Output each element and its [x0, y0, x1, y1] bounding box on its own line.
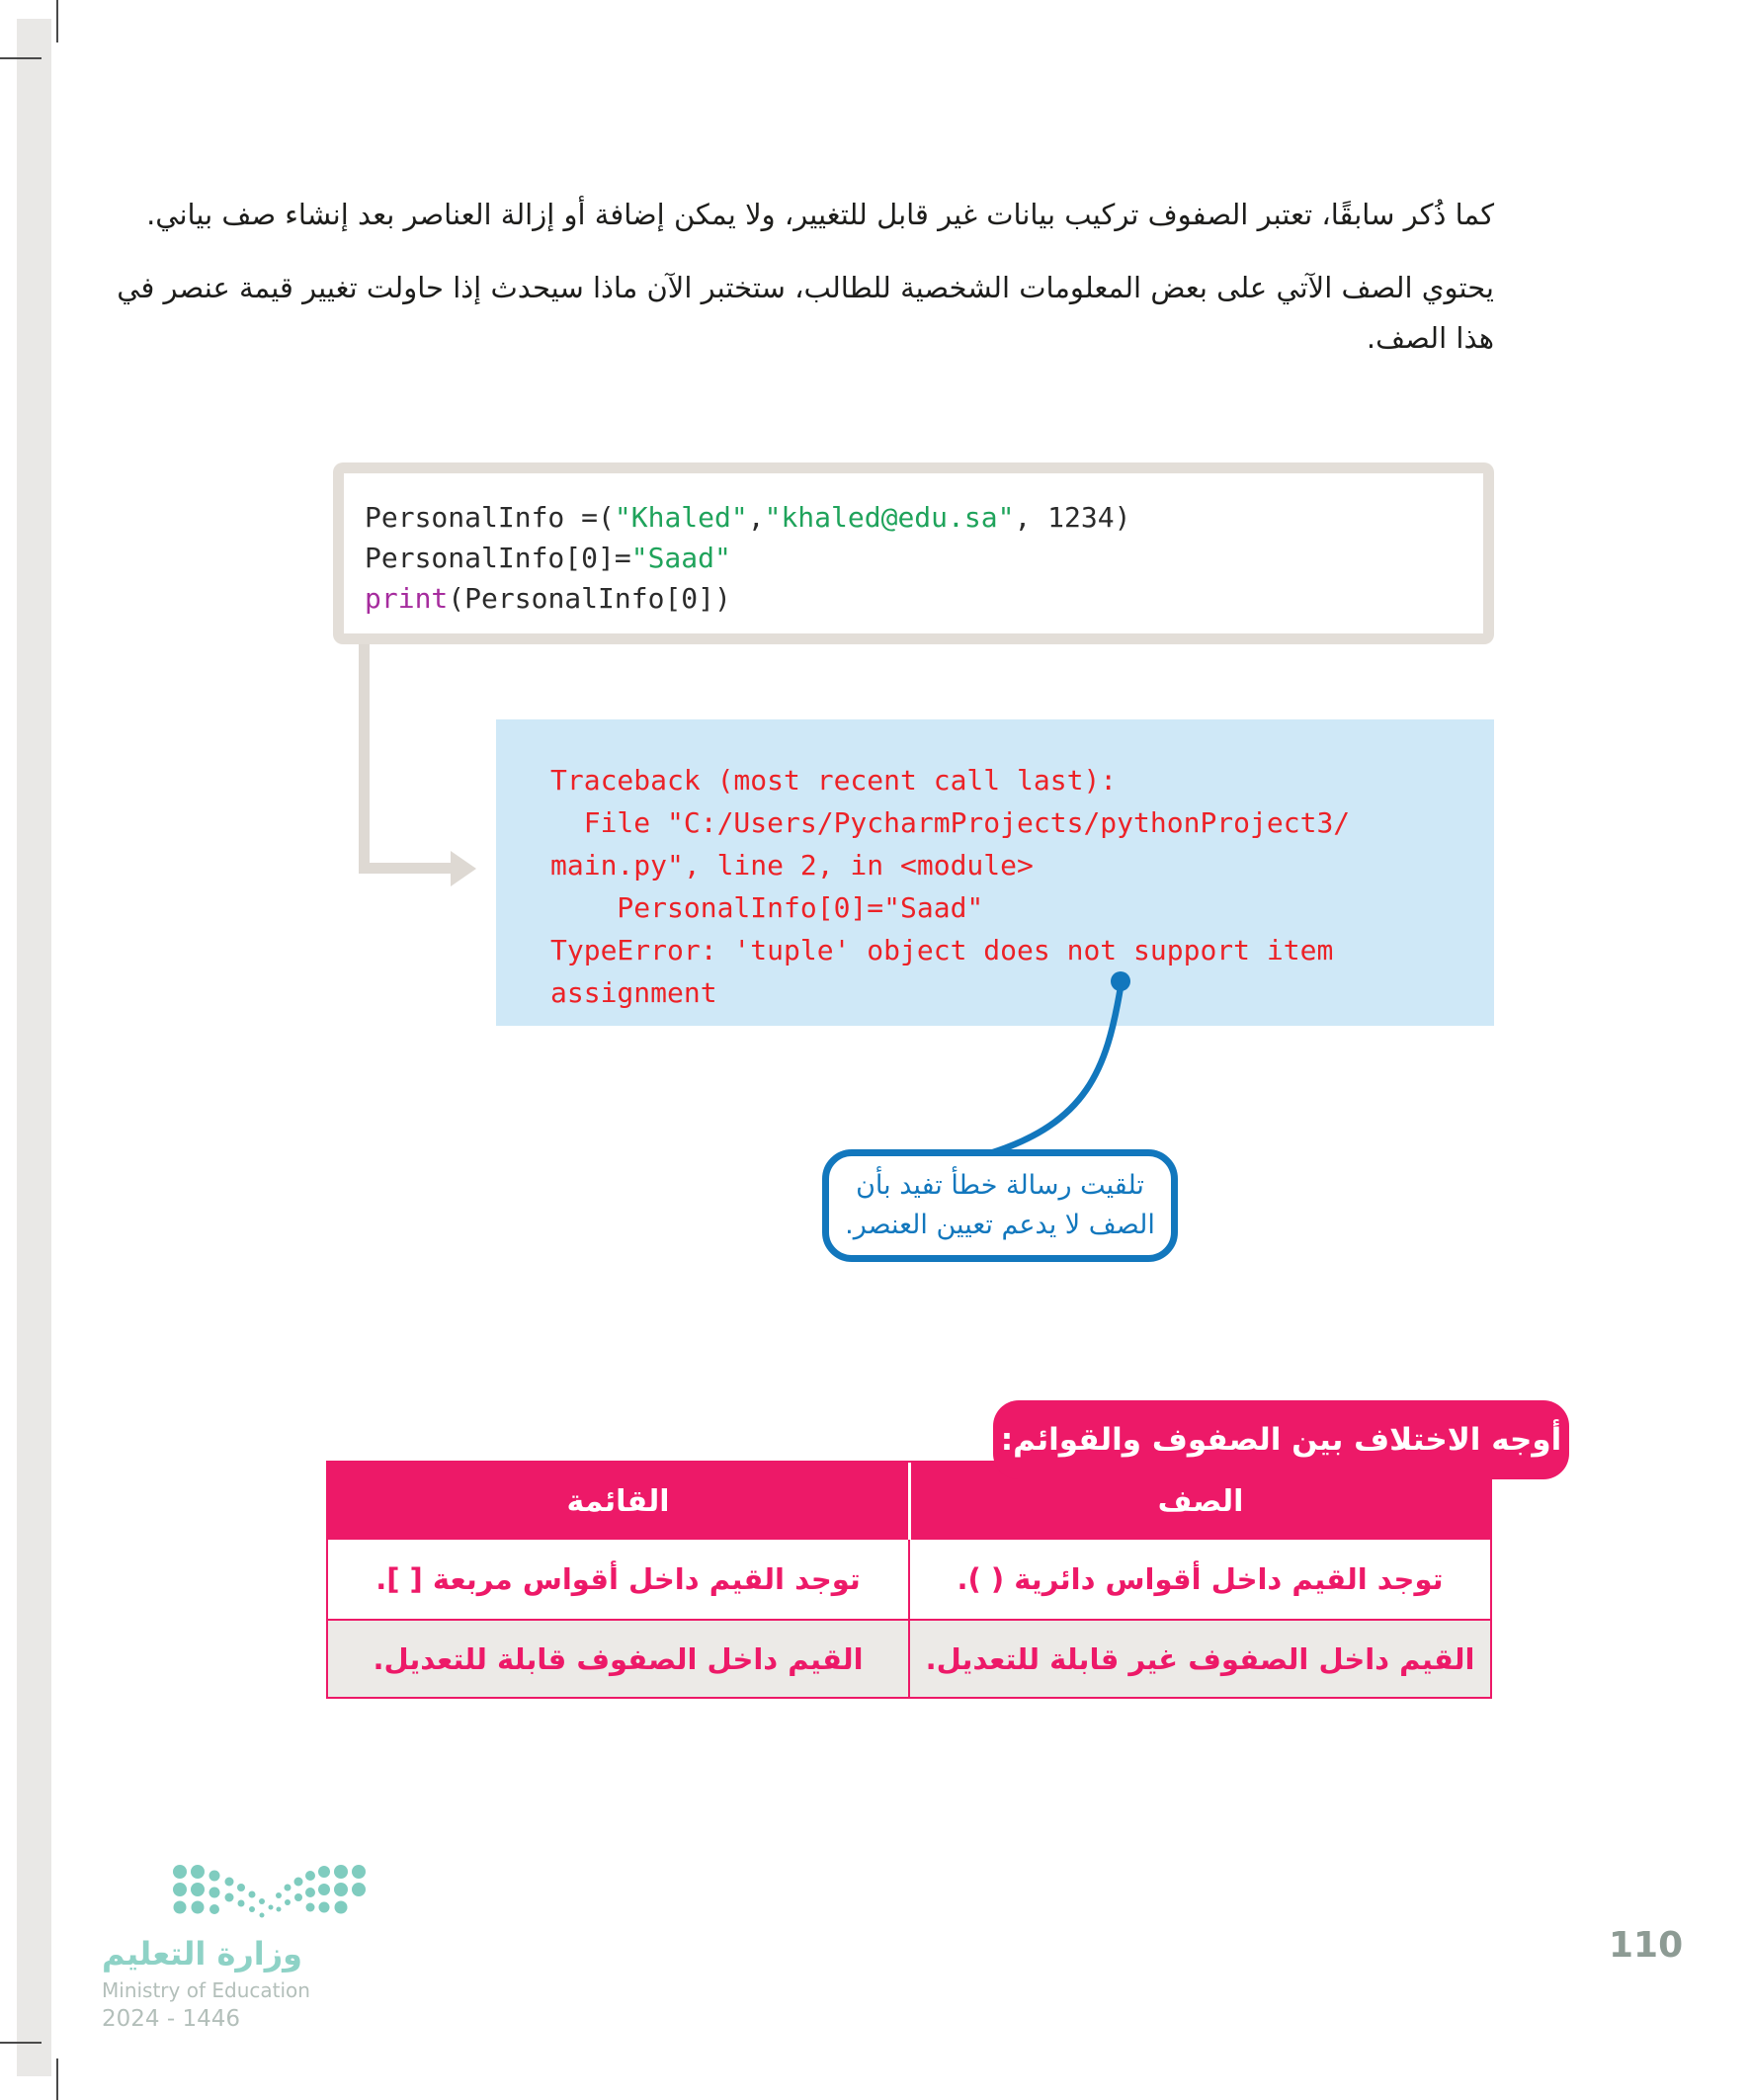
code-snippet-box	[333, 462, 1494, 644]
code-text: PersonalInfo[0]=	[365, 542, 631, 574]
traceback-line: TypeError: 'tuple' object does not support item	[550, 934, 1334, 966]
code-line-3	[365, 578, 1483, 619]
table-cell-tuple-mutability: القيم داخل الصفوف غير قابلة للتعديل.	[908, 1621, 1490, 1697]
ministry-logo-arabic-wordmark: وزارة التعليم	[102, 1935, 303, 1973]
page-binding-strip	[17, 19, 51, 2076]
table-header-tuple: الصف	[908, 1463, 1490, 1540]
table-cell-tuple-brackets: توجد القيم داخل أقواس دائرية ( ).	[908, 1540, 1490, 1621]
code-string: "Saad"	[630, 542, 731, 574]
connector-line-vertical	[359, 644, 370, 874]
intro-paragraph-2: يحتوي الصف الآتي على بعض المعلومات الشخصية للطالب، ستختبر الآن ماذا سيحدث إذا حاولت تغيير قيمة عنصر في هذا الصف.	[117, 271, 1494, 355]
code-text: , 1234)	[1014, 501, 1131, 534]
intro-paragraph-1: كما ذُكر سابقًا، تعتبر الصفوف تركيب بيانات غير قابل للتغيير، ولا يمكن إضافة أو إزالة العناصر بعد إنشاء صف بياني.	[146, 198, 1494, 231]
traceback-output-box	[496, 719, 1494, 1026]
arrow-right-icon	[451, 851, 476, 886]
code-keyword: print	[365, 582, 449, 615]
crop-mark	[56, 0, 58, 42]
ministry-logo-years: 2024 - 1446	[102, 2006, 240, 2032]
traceback-line: assignment	[550, 976, 717, 1009]
callout-text-line-1: تلقيت رسالة خطأ تفيد بأن	[856, 1170, 1144, 1201]
code-line-2	[365, 538, 1483, 578]
traceback-line: File "C:/Users/PycharmProjects/pythonProject3/	[550, 806, 1351, 839]
table-header-list: القائمة	[328, 1463, 908, 1540]
code-string: "Khaled"	[614, 501, 748, 534]
ministry-logo-english: Ministry of Education	[102, 1978, 310, 2002]
connector-line-horizontal	[359, 863, 453, 874]
page-number: 110	[1609, 1925, 1684, 1966]
code-text: PersonalInfo =(	[365, 501, 615, 534]
code-text: ,	[747, 501, 765, 534]
traceback-line: main.py", line 2, in <module>	[550, 849, 1034, 882]
code-text: (PersonalInfo[0])	[448, 582, 731, 615]
crop-mark	[0, 57, 42, 59]
comparison-table	[326, 1461, 1492, 1699]
table-cell-list-mutability: القيم داخل الصفوف قابلة للتعديل.	[328, 1621, 908, 1697]
ministry-logo-dots-icon	[168, 1858, 371, 1927]
traceback-line: PersonalInfo[0]="Saad"	[550, 891, 984, 924]
comparison-title-banner: أوجه الاختلاف بين الصفوف والقوائم:	[993, 1400, 1569, 1479]
code-line-1	[365, 497, 1483, 538]
callout-text-line-2: الصف لا يدعم تعيين العنصر.	[845, 1210, 1155, 1240]
table-cell-list-brackets: توجد القيم داخل أقواس مربعة [ ].	[328, 1540, 908, 1621]
crop-mark	[56, 2058, 58, 2100]
callout-bubble	[822, 1149, 1178, 1262]
code-string: "khaled@edu.sa"	[764, 501, 1015, 534]
crop-mark	[0, 2042, 42, 2044]
traceback-line: Traceback (most recent call last):	[550, 764, 1118, 797]
